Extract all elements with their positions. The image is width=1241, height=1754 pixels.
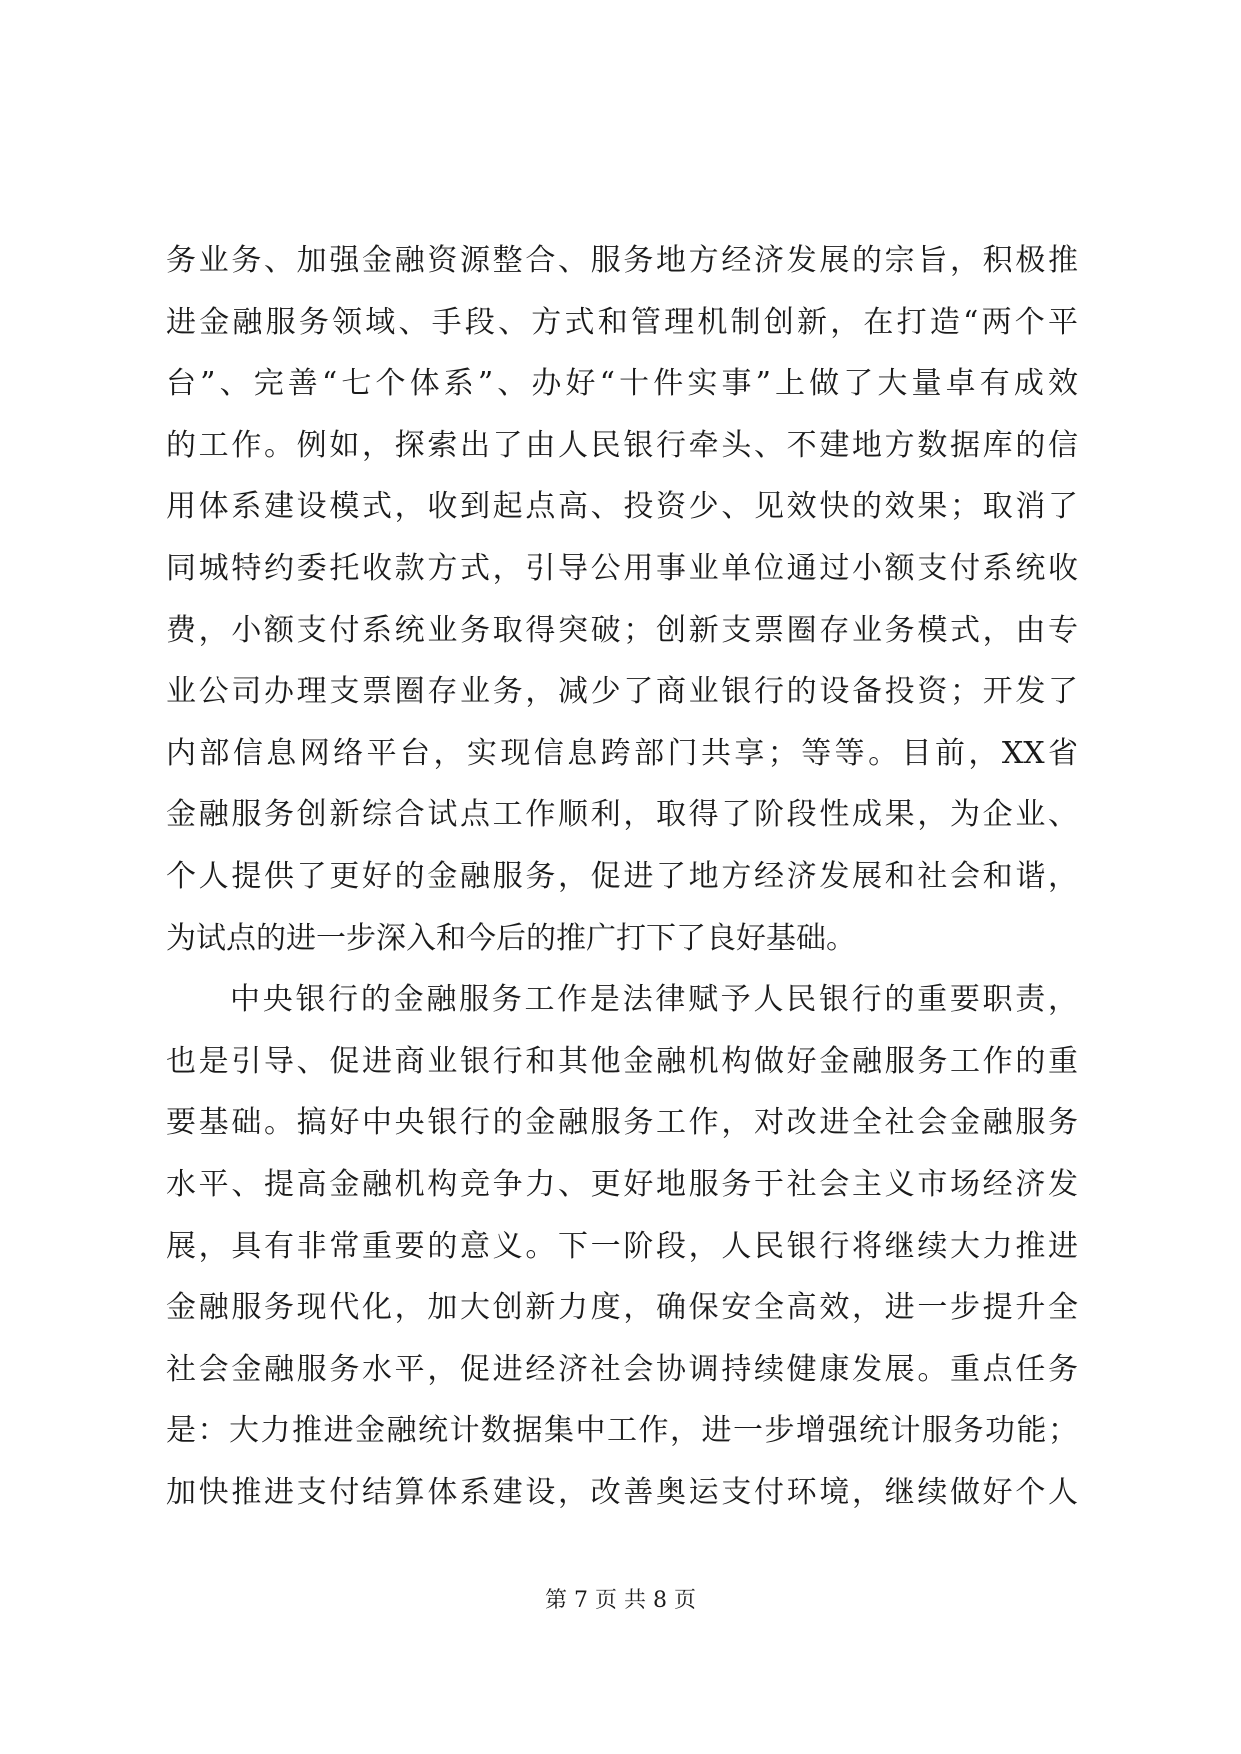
text-line: 务业务、加强金融资源整合、服务地方经济发展的宗旨，积极推 (166, 243, 1078, 278)
page-number: 第 7 页 共 8 页 (545, 1588, 696, 1613)
text-line: 要基础。搞好中央银行的金融服务工作，对改进全社会金融服务 (166, 1105, 1078, 1141)
text-line: 是：大力推进金融统计数据集中工作，进一步增强统计服务功能； (166, 1413, 1078, 1449)
text-line: 加快推进支付结算体系建设，改善奥运支付环境，继续做好个人 (166, 1474, 1078, 1510)
text-line: 台”、完善“七个体系”、办好“十件实事”上做了大量卓有成效 (166, 366, 1078, 402)
text-line: 水平、提高金融机构竞争力、更好地服务于社会主义市场经济发 (166, 1166, 1078, 1202)
text-line: 金融服务现代化，加大创新力度，确保安全高效，进一步提升全 (166, 1290, 1078, 1326)
text-line: 金融服务创新综合试点工作顺利，取得了阶段性成果，为企业、 (166, 797, 1078, 833)
text-line: 内部信息网络平台，实现信息跨部门共享；等等。目前，XX省 (166, 735, 1078, 771)
text-line: 费，小额支付系统业务取得突破；创新支票圈存业务模式，由专 (166, 612, 1078, 648)
text-line: 社会金融服务水平，促进经济社会协调持续健康发展。重点任务 (166, 1351, 1078, 1387)
text-line: 的工作。例如，探索出了由人民银行牵头、不建地方数据库的信 (166, 427, 1078, 463)
text-line: 进金融服务领域、手段、方式和管理机制创新，在打造“两个平 (166, 304, 1078, 340)
body-text (166, 230, 1078, 1523)
paragraph-1 (166, 230, 1078, 969)
text-line: 为试点的进一步深入和今后的推广打下了良好基础。 (166, 920, 856, 956)
text-line: 也是引导、促进商业银行和其他金融机构做好金融服务工作的重 (166, 1043, 1078, 1079)
paragraph-2 (166, 969, 1078, 1523)
text-line: 展，具有非常重要的意义。下一阶段，人民银行将继续大力推进 (166, 1228, 1078, 1264)
text-line: 业公司办理支票圈存业务，减少了商业银行的设备投资；开发了 (166, 674, 1078, 710)
text-line: 同城特约委托收款方式，引导公用事业单位通过小额支付系统收 (166, 550, 1078, 586)
text-line: 中央银行的金融服务工作是法律赋予人民银行的重要职责， (230, 982, 1078, 1018)
text-line: 个人提供了更好的金融服务，促进了地方经济发展和社会和谐， (166, 858, 1078, 894)
text-line: 用体系建设模式，收到起点高、投资少、见效快的效果；取消了 (166, 489, 1078, 525)
page-footer (0, 1586, 1241, 1616)
